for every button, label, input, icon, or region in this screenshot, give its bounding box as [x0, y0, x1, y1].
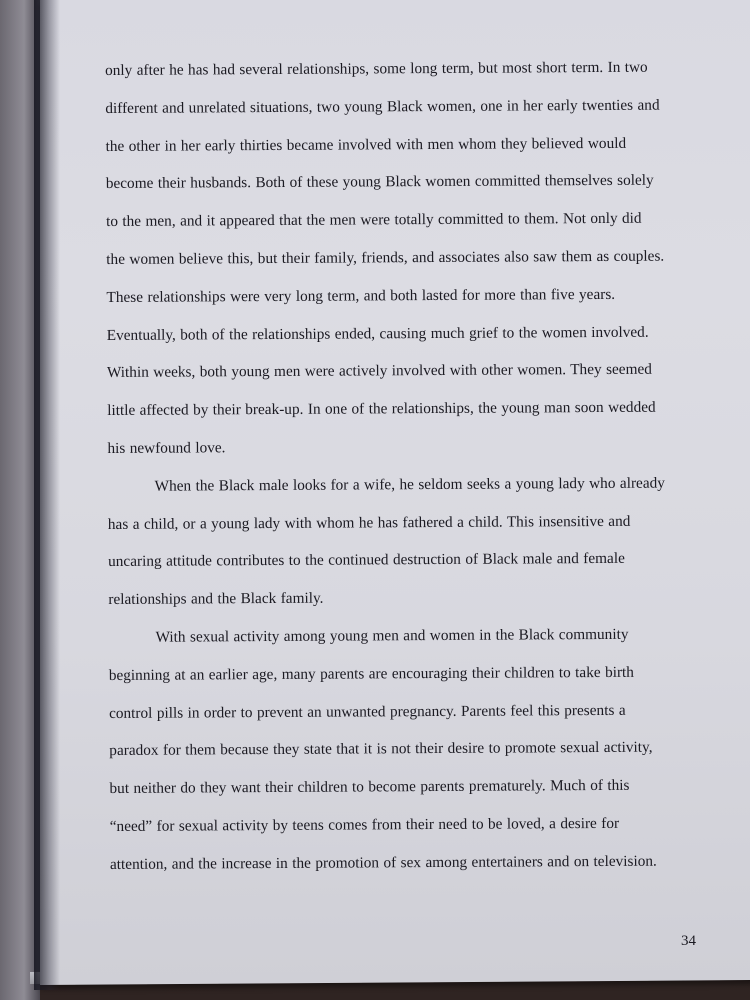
- binding-shadow: [34, 0, 60, 990]
- body-text: [105, 48, 700, 883]
- text-line: beginning at an earlier age, many parents are encouraging their children to take birth: [108, 663, 634, 684]
- text-line: With sexual activity among young men and women in the Black community: [155, 625, 629, 646]
- text-line: uncaring attitude contributes to the continued destruction of Black male and female: [108, 550, 625, 571]
- text-line: “need” for sexual activity by teens comes from their need to be loved, a desire for: [109, 814, 620, 835]
- page-number: 34: [681, 933, 696, 949]
- text-line: These relationships were very long term, and both lasted for more than five years.: [106, 285, 616, 306]
- text-line: little affected by their break-up. In one of the relationships, the young man soon wedded: [107, 398, 656, 420]
- text-line: Eventually, both of the relationships ended, causing much grief to the women involved.: [106, 323, 649, 344]
- text-line: paradox for them because they state that it is not their desire to promote sexual activity,: [109, 739, 653, 760]
- text-line: different and unrelated situations, two young Black women, one in her early twenties and: [105, 96, 660, 117]
- text-line: but neither do they want their children to become parents prematurely. Much of this: [109, 776, 630, 798]
- text-line: has a child, or a young lady with whom he has fathered a child. This insensitive and: [107, 512, 631, 533]
- text-line: to the men, and it appeared that the men were totally committed to them. Not only did: [105, 209, 642, 231]
- text-line: control pills in order to prevent an unwanted pregnancy. Parents feel this presents a: [108, 701, 626, 722]
- text-line: Within weeks, both young men were actively involved with other women. They seemed: [106, 361, 652, 382]
- text-line: When the Black male looks for a wife, he seldom seeks a young lady who already: [154, 474, 665, 495]
- paragraph-2: [108, 464, 699, 619]
- text-line: his newfound love.: [107, 439, 226, 457]
- paragraph-3: [108, 615, 700, 883]
- text-line: the other in her early thirties became involved with men whom they believed would: [105, 134, 627, 155]
- text-line: attention, and the increase in the promotion of sex among entertainers and on television.: [109, 852, 657, 873]
- text-line: become their husbands. Both of these young Black women committed themselves solely: [105, 172, 654, 193]
- paragraph-1: [105, 48, 698, 467]
- text-line: the women believe this, but their family, friends, and associates also saw them as couples.: [106, 247, 665, 268]
- text-line: relationships and the Black family.: [108, 589, 324, 609]
- text-line: only after he has had several relationships, some long term, but most short term. In two: [105, 58, 648, 79]
